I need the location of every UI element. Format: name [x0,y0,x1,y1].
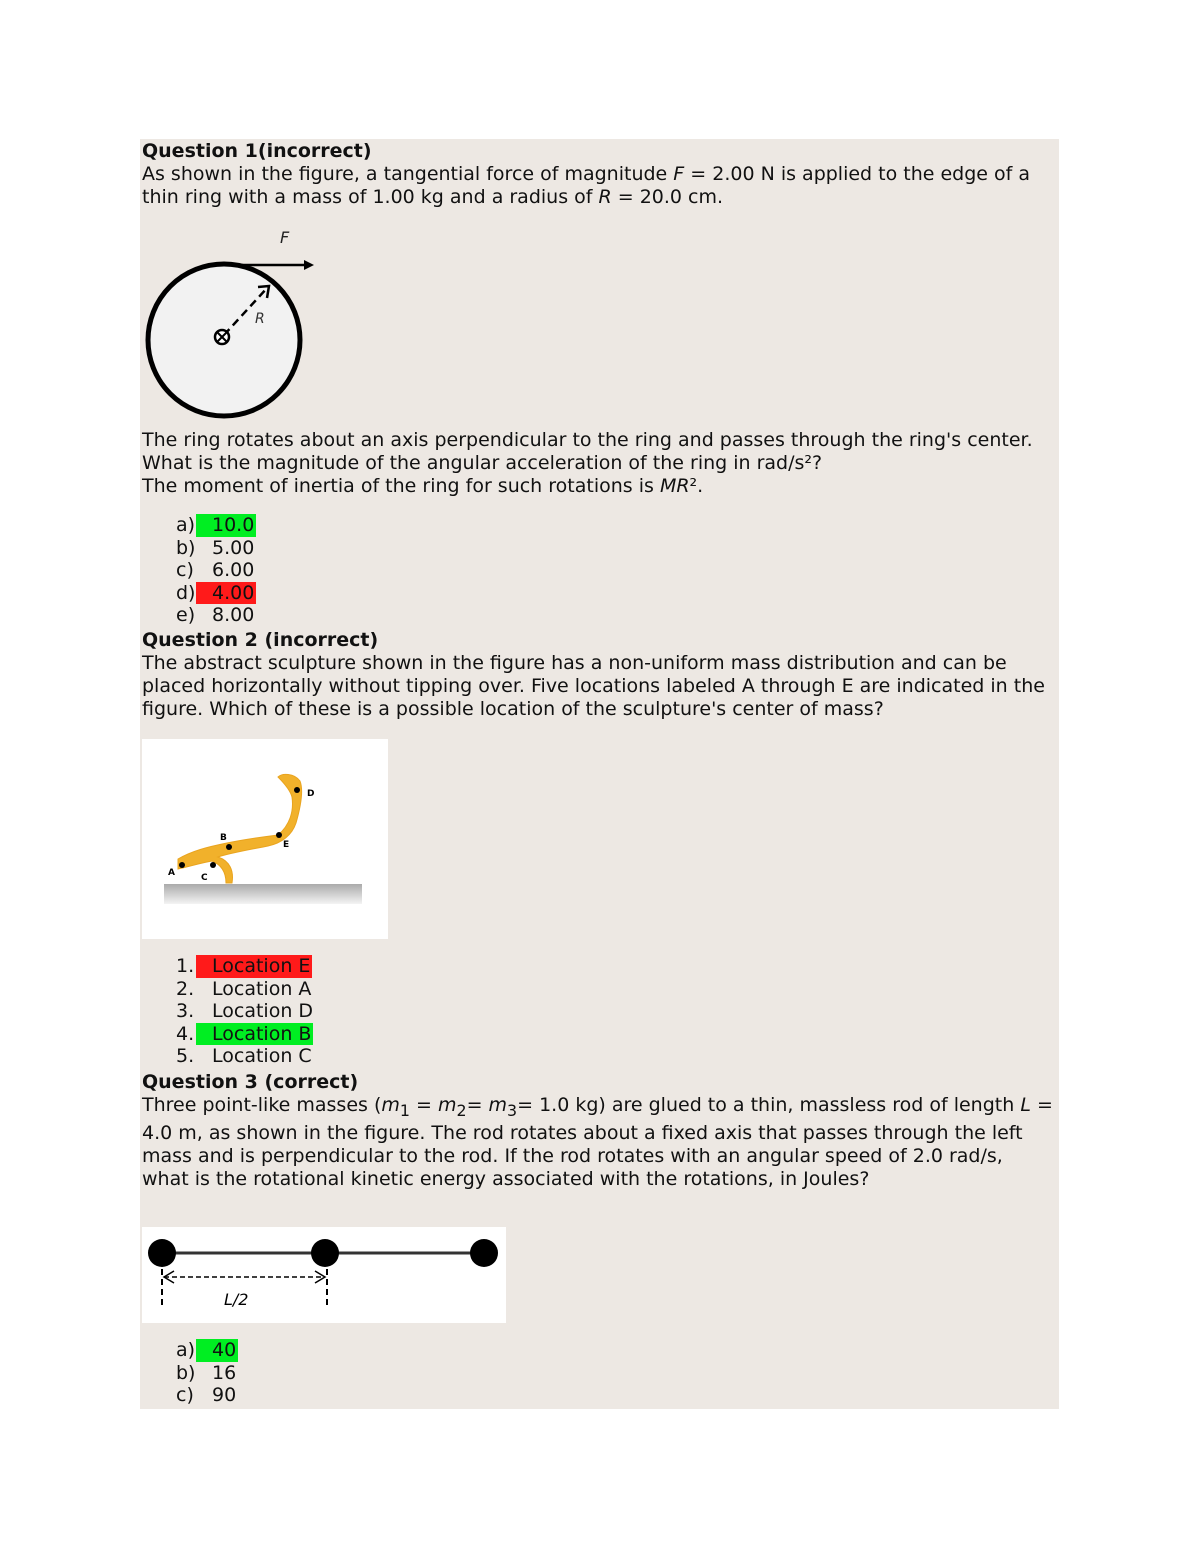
question-1-text-2: The ring rotates about an axis perpendicular to the ring and passes through the ring's center. What is the magnitude of the angular acceleration of the ring in rad/s²? [142,429,1033,474]
question-2-text: The abstract sculpture shown in the figure has a non-uniform mass distribution and can be placed horizontally without tipping over. Five locations labeled A through E are indicated in the figure. Which of these is a possible location of the sculpture's center of mass? [142,652,1045,720]
label-e: E [283,840,290,850]
answer-option[interactable] [176,1339,238,1362]
floor-shape [164,884,362,904]
option-value: 10.0 [196,514,256,537]
option-value: Location D [212,1000,314,1023]
option-label: b) [176,1361,196,1384]
mass-right [470,1239,498,1267]
answer-option[interactable] [176,582,256,605]
answer-option[interactable] [176,955,315,978]
answer-option[interactable] [176,1023,315,1046]
option-value: 5.00 [212,536,255,559]
option-label: a) [176,1339,196,1361]
option-value: 4.00 [196,582,256,605]
mass-left [148,1239,176,1267]
radius-label: R [255,311,265,327]
option-label: 4. [176,1022,195,1045]
question-3-title: Question 3 (correct) [142,1071,359,1093]
option-label: b) [176,536,196,559]
answer-option[interactable] [176,978,315,1001]
option-label: 2. [176,977,195,1000]
option-value: 16 [212,1361,237,1384]
question-1-text: As shown in the figure, a tangential force of magnitude F = 2.00 N is applied to the edge of a thin ring with a mass of 1.00 kg and a radius of R = 20.0 cm. [142,163,1031,208]
label-a: A [168,868,175,878]
answer-option[interactable] [176,559,256,582]
force-label: F [280,228,290,247]
label-d: D [307,789,315,799]
dimension-label: L/2 [224,1290,249,1309]
quiz-content-panel [140,139,1059,1409]
option-label: c) [176,559,194,582]
question-1-text-3: The moment of inertia of the ring for such rotations is MR². [142,475,704,497]
question-3-text: Three point-like masses ($m_1 = m_2= m_3= 1.0$ kg) are glued to a thin, massless rod of length L = 4.0 m, as shown in the figure. The rod rotates about a fixed axis that passes through the left mass and is perpendicular to the rod. If the rod rotates with an angular speed of 2.0 rad/s, what is the rotational kinetic energy associated with the rotations, in Joules? [142,1094,1053,1190]
question-2-title: Question 2 (incorrect) [142,629,379,651]
answer-option[interactable] [176,604,256,627]
force-arrowhead [304,260,314,270]
sculpture-figure [142,739,388,939]
answer-option[interactable] [176,1000,315,1023]
question-3-options [176,1339,238,1407]
option-label: c) [176,1384,194,1407]
option-value: 40 [196,1339,238,1362]
option-label: e) [176,604,196,627]
option-value: Location A [212,977,312,1000]
answer-option[interactable] [176,1384,238,1407]
answer-option[interactable] [176,1045,315,1068]
option-label: a) [176,514,196,536]
option-value: 8.00 [212,604,255,627]
label-b: B [220,833,227,843]
question-1-title: Question 1(incorrect) [142,140,372,162]
answer-option[interactable] [176,514,256,537]
mass-middle [311,1239,339,1267]
option-label: 3. [176,1000,195,1023]
sculpture-shape [178,774,302,883]
option-value: Location E [196,955,312,978]
option-value: 90 [212,1384,237,1407]
label-c: C [201,873,208,883]
question-1-options [176,514,256,627]
option-label: d) [176,581,196,604]
answer-option[interactable] [176,1362,238,1385]
option-value: Location C [212,1045,312,1068]
question-2-options [176,955,315,1068]
answer-option[interactable] [176,537,256,560]
option-value: Location B [196,1023,313,1046]
rod-figure [142,1227,506,1323]
ring-figure [140,225,330,425]
option-label: 5. [176,1045,195,1068]
option-label: 1. [176,955,195,977]
option-value: 6.00 [212,559,255,582]
